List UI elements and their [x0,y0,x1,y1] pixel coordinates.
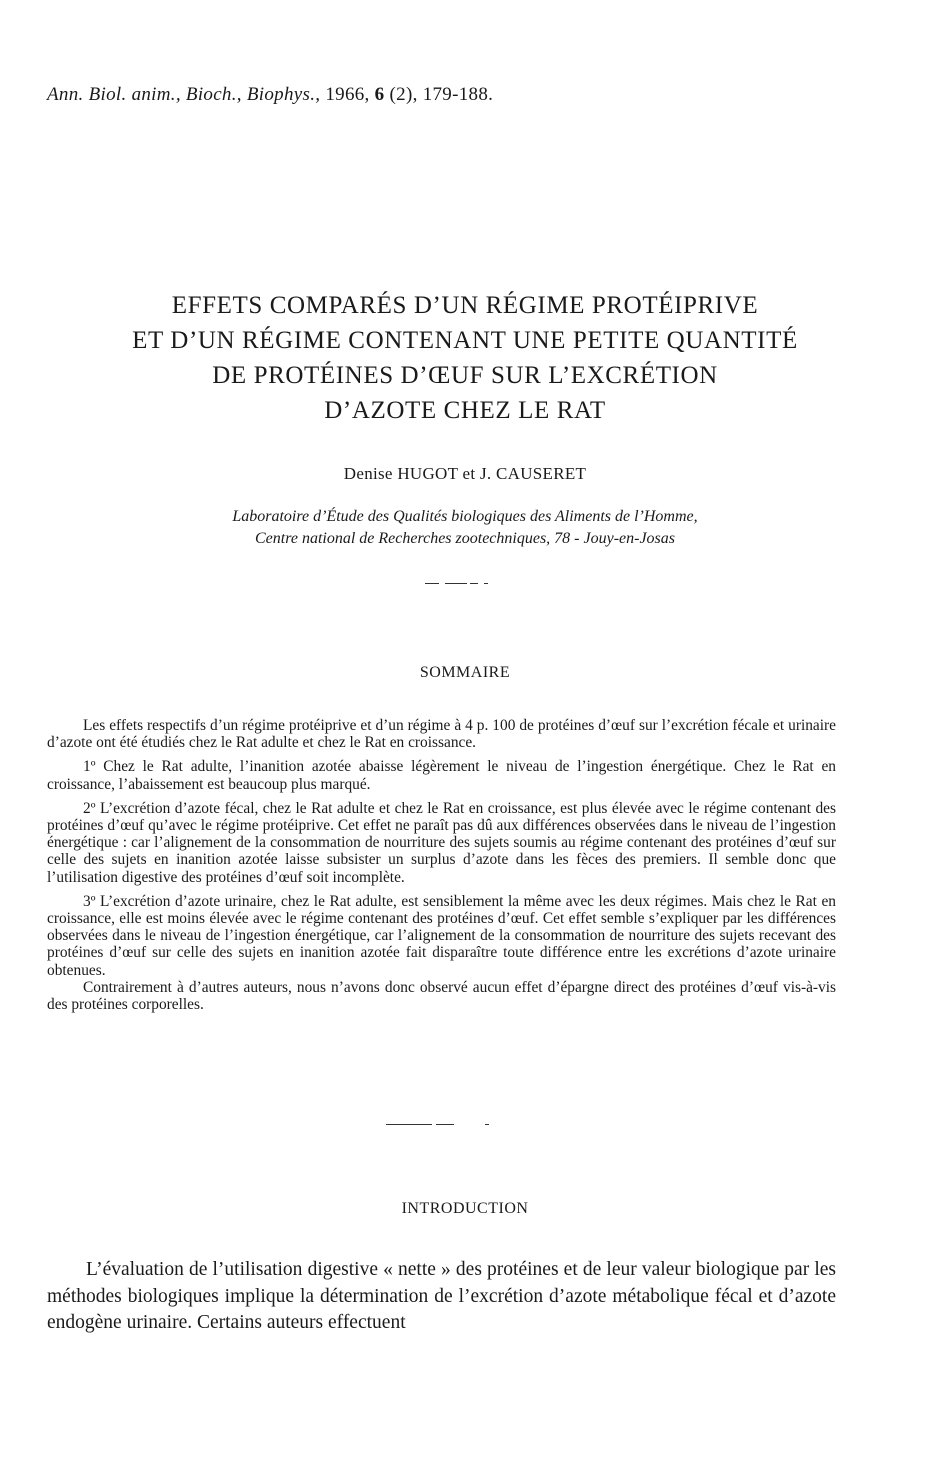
article-title [40,288,890,428]
summary-heading: SOMMAIRE [419,664,511,681]
separator-rule [470,583,478,584]
citation-volume: 6 [374,84,385,105]
affiliation-line: Laboratoire d’Étude des Qualités biologiques des Aliments de l’Homme, [232,508,698,525]
summary-paragraph: Les effets respectifs d’un régime protéiprive et d’un régime à 4 p. 100 de protéines d’œuf sur l’excrétion fécale et urinaire d’azote ont été étudiés chez le Rat adulte et chez le Rat en croissance. [47,717,836,752]
authors: Denise HUGOT et J. CAUSERET [343,464,587,483]
summary-paragraph: Contrairement à d’autres auteurs, nous n’avons donc observé aucun effet d’épargne direct des protéines d’œuf vis-à-vis des protéines corporelles. [47,978,836,1014]
separator-rule [386,1124,432,1125]
introduction-heading: INTRODUCTION [401,1200,529,1217]
introduction-paragraph: L’évaluation de l’utilisation digestive « nette » des protéines et de leur valeur biologique par les méthodes biologiques implique la détermination de l’excrétion d’azote métabolique fécal et d’azote endogène urinaire. Certains auteurs effectuent [47,1259,836,1333]
introduction-body [47,1257,836,1337]
title-line: EFFETS COMPARÉS D’UN RÉGIME PROTÉIPRIVE [171,292,759,319]
title-line: ET D’UN RÉGIME CONTENANT UNE PETITE QUANTITÉ [132,327,798,354]
journal-name: Ann. Biol. anim., Bioch., Biophys., [47,84,321,105]
title-line: D’AZOTE CHEZ LE RAT [324,397,606,424]
citation-year: 1966, [320,84,375,105]
summary-body [47,717,836,1020]
separator-rule [485,1124,489,1125]
separator-rule [436,1124,454,1125]
journal-citation [47,84,493,106]
title-line: DE PROTÉINES D’ŒUF SUR L’EXCRÉTION [212,362,718,389]
separator-rule [425,583,439,584]
affiliation [0,506,930,550]
separator-rule [484,583,488,584]
summary-paragraph: 3º L’excrétion d’azote urinaire, chez le Rat adulte, est sensiblement la même avec les deux régimes. Mais chez le Rat en croissance, elle est moins élevée avec le régime contenant des protéines d’œuf. Cet effet semble s’expliquer par les différences observées dans le niveau de l’ingestion énergétique, car l’alignement de la consommation de nourriture des sujets recevant des protéines d’œuf sur celle des sujets en inanition azotée fait disparaître toute différence entre les excrétions d’azote urinaire obtenues. [47,892,836,979]
affiliation-line: Centre national de Recherches zootechniques, 78 - Jouy-en-Josas [254,530,676,547]
citation-issue-pages: (2), 179-188. [384,84,494,105]
summary-paragraph: 1º Chez le Rat adulte, l’inanition azotée abaisse légèrement le niveau de l’ingestion énergétique. Chez le Rat en croissance, l’abaissement est beaucoup plus marqué. [47,758,836,793]
separator-rule [445,583,467,584]
summary-paragraph: 2º L’excrétion d’azote fécal, chez le Rat adulte et chez le Rat en croissance, est plus élevée avec le régime contenant des protéines d’œuf qu’avec le régime protéiprive. Cet effet ne paraît pas dû aux différences observées dans le niveau de l’ingestion énergétique : car l’alignement de la consommation de nourriture des sujets soumis au régime contenant des protéines d’œuf sur celle des sujets en inanition azotée laisse subsister un surplus d’azote dans les fèces des premiers. Il semble donc que l’utilisation digestive des protéines d’œuf soit incomplète. [47,799,836,886]
